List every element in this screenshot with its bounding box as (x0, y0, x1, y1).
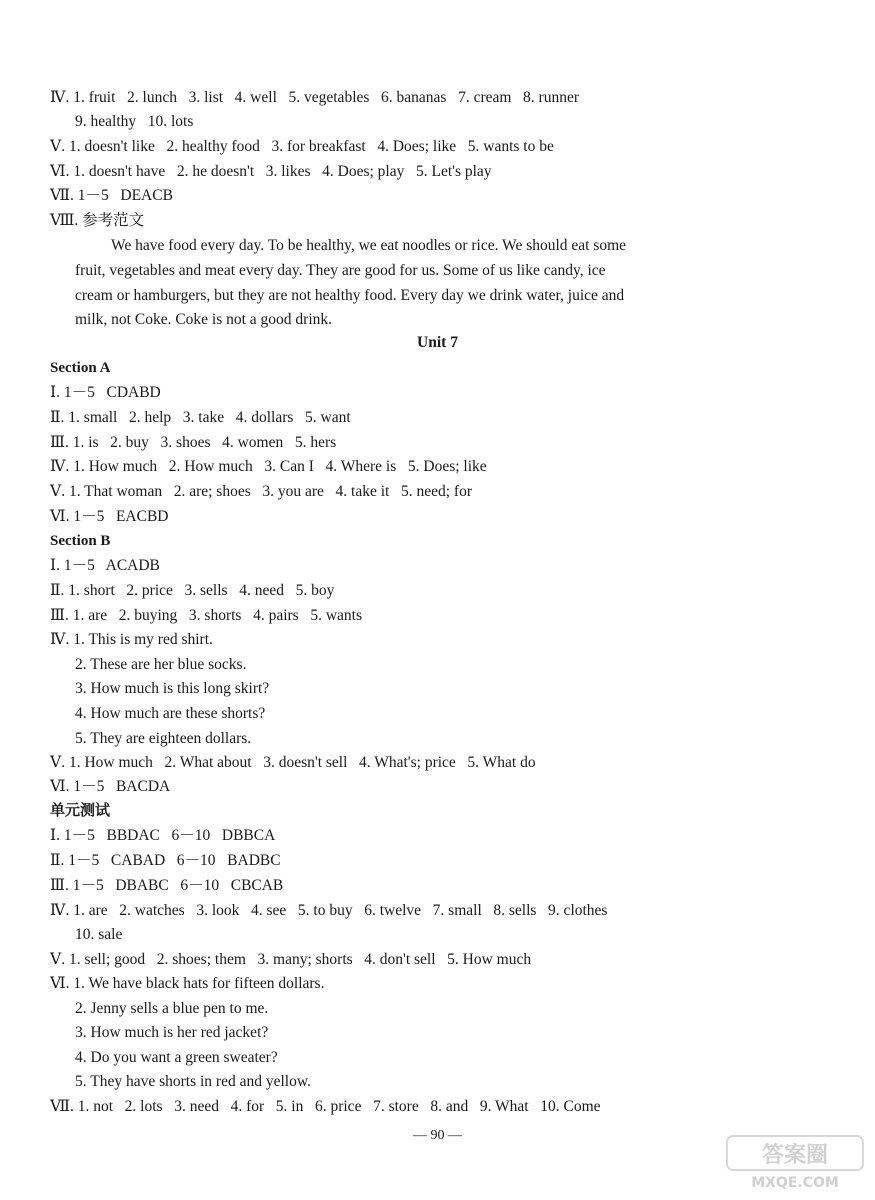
answer-line: Ⅴ. 1. That woman 2. are; shoes 3. you are 4. take it 5. need; for (50, 483, 472, 500)
answer-line: 2. Jenny sells a blue pen to me. (75, 1000, 269, 1017)
watermark-logo (725, 1132, 865, 1192)
answer-line: Ⅲ. 1. are 2. buying 3. shorts 4. pairs 5. wants (50, 607, 362, 624)
svg-text:答案圈: 答案圈 (761, 1143, 829, 1168)
answer-line: Ⅵ. 1－5 BACDA (50, 778, 171, 795)
answer-line: 5. They have shorts in red and yellow. (75, 1073, 311, 1090)
answer-line: Ⅵ. 1. We have black hats for fifteen dollars. (50, 975, 325, 992)
answer-line: Ⅴ. 1. sell; good 2. shoes; them 3. many; shorts 4. don't sell 5. How much (50, 951, 532, 968)
answer-line: Ⅲ. 1. is 2. buy 3. shoes 4. women 5. hers (50, 434, 337, 451)
answer-line: Ⅳ. 1. How much 2. How much 3. Can I 4. Where is 5. Does; like (50, 458, 487, 475)
answer-line: Ⅰ. 1－5 ACADB (50, 557, 160, 574)
sample-essay-line: cream or hamburgers, but they are not healthy food. Every day we drink water, juice and (75, 287, 625, 304)
answer-line: Ⅶ. 1－5 DEACB (50, 187, 173, 204)
answer-line: Ⅳ. 1. This is my red shirt. (50, 631, 213, 648)
answer-line: 10. sale (75, 926, 123, 943)
answer-line: 2. These are her blue socks. (75, 656, 247, 673)
unit-test-heading: 单元测试 (50, 803, 111, 819)
answer-line: Ⅰ. 1－5 CDABD (50, 384, 161, 401)
answer-line: 4. How much are these shorts? (75, 705, 266, 722)
answer-line: 9. healthy 10. lots (75, 113, 194, 130)
answer-line: Ⅴ. 1. doesn't like 2. healthy food 3. for breakfast 4. Does; like 5. wants to be (50, 138, 554, 155)
sample-essay-line: fruit, vegetables and meat every day. They are good for us. Some of us like candy, ice (75, 262, 606, 279)
answer-line: Ⅶ. 1. not 2. lots 3. need 4. for 5. in 6. price 7. store 8. and 9. What 10. Come (50, 1098, 601, 1115)
unit-title: Unit 7 (417, 334, 458, 351)
section-b-heading: Section B (50, 533, 111, 549)
sample-essay-line: We have food every day. To be healthy, we eat noodles or rice. We should eat some (111, 237, 627, 254)
page-number: — 90 — (413, 1128, 462, 1143)
sample-essay-line: milk, not Coke. Coke is not a good drink. (75, 311, 333, 328)
answer-line: Ⅱ. 1. small 2. help 3. take 4. dollars 5. want (50, 409, 351, 426)
svg-text:MXQE.COM: MXQE.COM (751, 1175, 839, 1191)
section-a-heading: Section A (50, 360, 111, 376)
answer-line: 3. How much is her red jacket? (75, 1024, 269, 1041)
answer-line: Ⅵ. 1－5 EACBD (50, 508, 169, 525)
answer-line: Ⅵ. 1. doesn't have 2. he doesn't 3. likes 4. Does; play 5. Let's play (50, 163, 492, 180)
answer-line: Ⅴ. 1. How much 2. What about 3. doesn't sell 4. What's; price 5. What do (50, 754, 536, 771)
answer-line: 3. How much is this long skirt? (75, 680, 270, 697)
answer-line: Ⅷ. 参考范文 (50, 212, 145, 229)
answer-line: Ⅲ. 1－5 DBABC 6－10 CBCAB (50, 877, 284, 894)
answer-line: Ⅱ. 1－5 CABAD 6－10 BADBC (50, 852, 281, 869)
answer-line: Ⅱ. 1. short 2. price 3. sells 4. need 5. boy (50, 582, 335, 599)
answer-line: 5. They are eighteen dollars. (75, 730, 252, 747)
answer-line: Ⅳ. 1. fruit 2. lunch 3. list 4. well 5. vegetables 6. bananas 7. cream 8. runner (50, 89, 580, 106)
answer-line: Ⅰ. 1－5 BBDAC 6－10 DBBCA (50, 827, 276, 844)
answer-line: Ⅳ. 1. are 2. watches 3. look 4. see 5. to buy 6. twelve 7. small 8. sells 9. clothes (50, 902, 608, 919)
answer-line: 4. Do you want a green sweater? (75, 1049, 278, 1066)
